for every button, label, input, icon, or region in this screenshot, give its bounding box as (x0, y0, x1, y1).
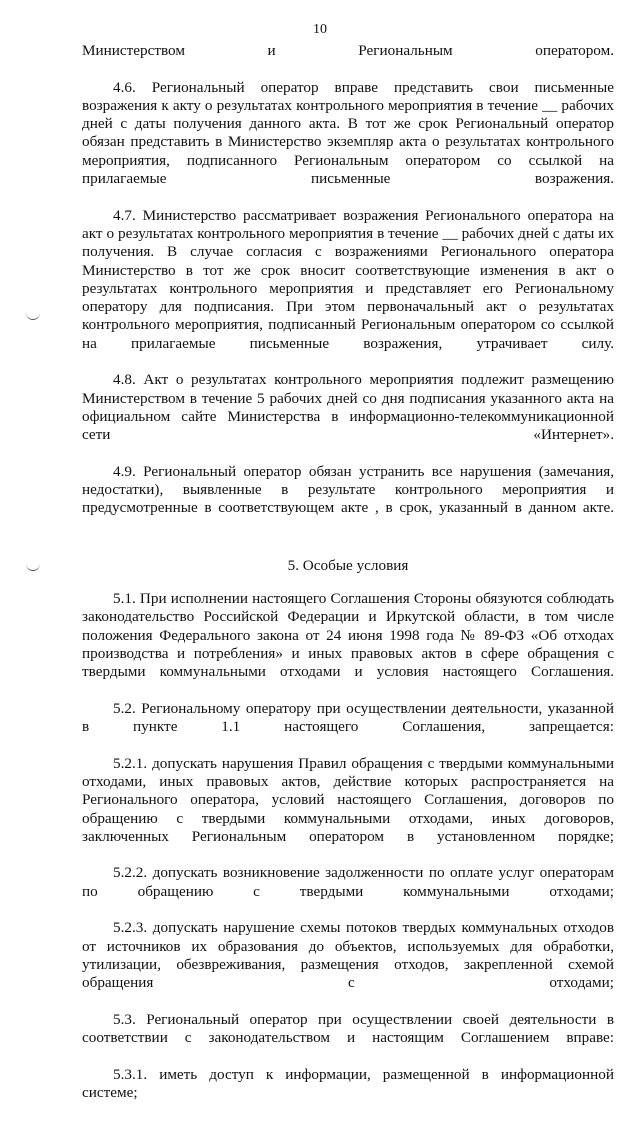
paragraph-5-2-1: 5.2.1. допускать нарушения Правил обращения с твердыми коммунальными отходами, иных правовых актов, действие которых распространяется на Регионального оператора, условий настоящего Соглашения, договоров по обращению с твердыми коммунальными отходами, иных договоров, заключенных Региональным оператором в установленном порядке; (82, 754, 614, 845)
paragraph-5-1: 5.1. При исполнении настоящего Соглашения Стороны обязуются соблюдать законодательство Российской Федерации и Иркутской области, в том числе положения Федерального закона от 24 июня 1998 года № 89-ФЗ «Об отходах производства и потребления» и иных правовых актов в сфере обращения с твердыми коммунальными отходами и условия настоящего Соглашения. (82, 590, 614, 681)
paragraph-4-7: 4.7. Министерство рассматривает возражения Регионального оператора на акт о результатах контрольного мероприятия в течение __ рабочих дней с даты их получения. В случае согласия с возражениями Регионального оператора Министерство в тот же срок вносит соответствующие изменения в акт о результатах контрольного мероприятия и представляет его Региональному оператору для подписания. При этом первоначальный акт о результатах контрольного мероприятия, подписанный Региональным оператором со ссылкой на прилагаемые письменные возражения, утрачивает силу. (82, 206, 614, 352)
section-heading: 5. Особые условия (287, 557, 409, 575)
paragraph-5-3: 5.3. Региональный оператор при осуществлении своей деятельности в соответствии с законодательством и настоящим Соглашением вправе: (82, 1010, 614, 1047)
paragraph-5-2-3: 5.2.3. допускать нарушение схемы потоков твердых коммунальных отходов от источников их образования до объектов, используемых для обработки, утилизации, обезвреживания, размещения отходов, закрепленной схемой обращения с отходами; (82, 919, 614, 992)
paragraph-5-3-1: 5.3.1. иметь доступ к информации, размещенной в информационной системе; (82, 1065, 614, 1102)
paragraph-5-2-2: 5.2.2. допускать возникновение задолженности по оплате услуг операторам по обращению с твердыми коммунальными отходами; (82, 864, 614, 900)
paragraph-4-9: 4.9. Региональный оператор обязан устранить все нарушения (замечания, недостатки), выявленные в результате контрольного мероприятия и предусмотренные в соответствующем акте , в срок, указанный в данном акте. (82, 462, 614, 517)
binding-hole-mark (26, 309, 40, 320)
paragraph-4-6: 4.6. Региональный оператор вправе представить свои письменные возражения к акту о результатах контрольного мероприятия в течение __ рабочих дней с даты получения данного акта. В тот же срок Региональный оператор обязан представить в Министерство экземпляр акта о результатах контрольного мероприятия, подписанного Региональным оператором со ссылкой на прилагаемые письменные возражения. (82, 78, 614, 188)
page-number: 10 (313, 22, 327, 37)
paragraph-4-8: 4.8. Акт о результатах контрольного мероприятия подлежит размещению Министерством в течение 5 рабочих дней со дня подписания указанного акта на официальном сайте Министерства в информационно-телекоммуникационной сети «Интернет». (82, 371, 614, 444)
paragraph-continuation: Министерством и Региональным оператором. (82, 42, 614, 59)
document-body (82, 42, 614, 1121)
binding-hole-mark (26, 560, 40, 571)
paragraph-5-2: 5.2. Региональному оператору при осуществлении деятельности, указанной в пункте 1.1 настоящего Соглашения, запрещается: (82, 699, 614, 736)
